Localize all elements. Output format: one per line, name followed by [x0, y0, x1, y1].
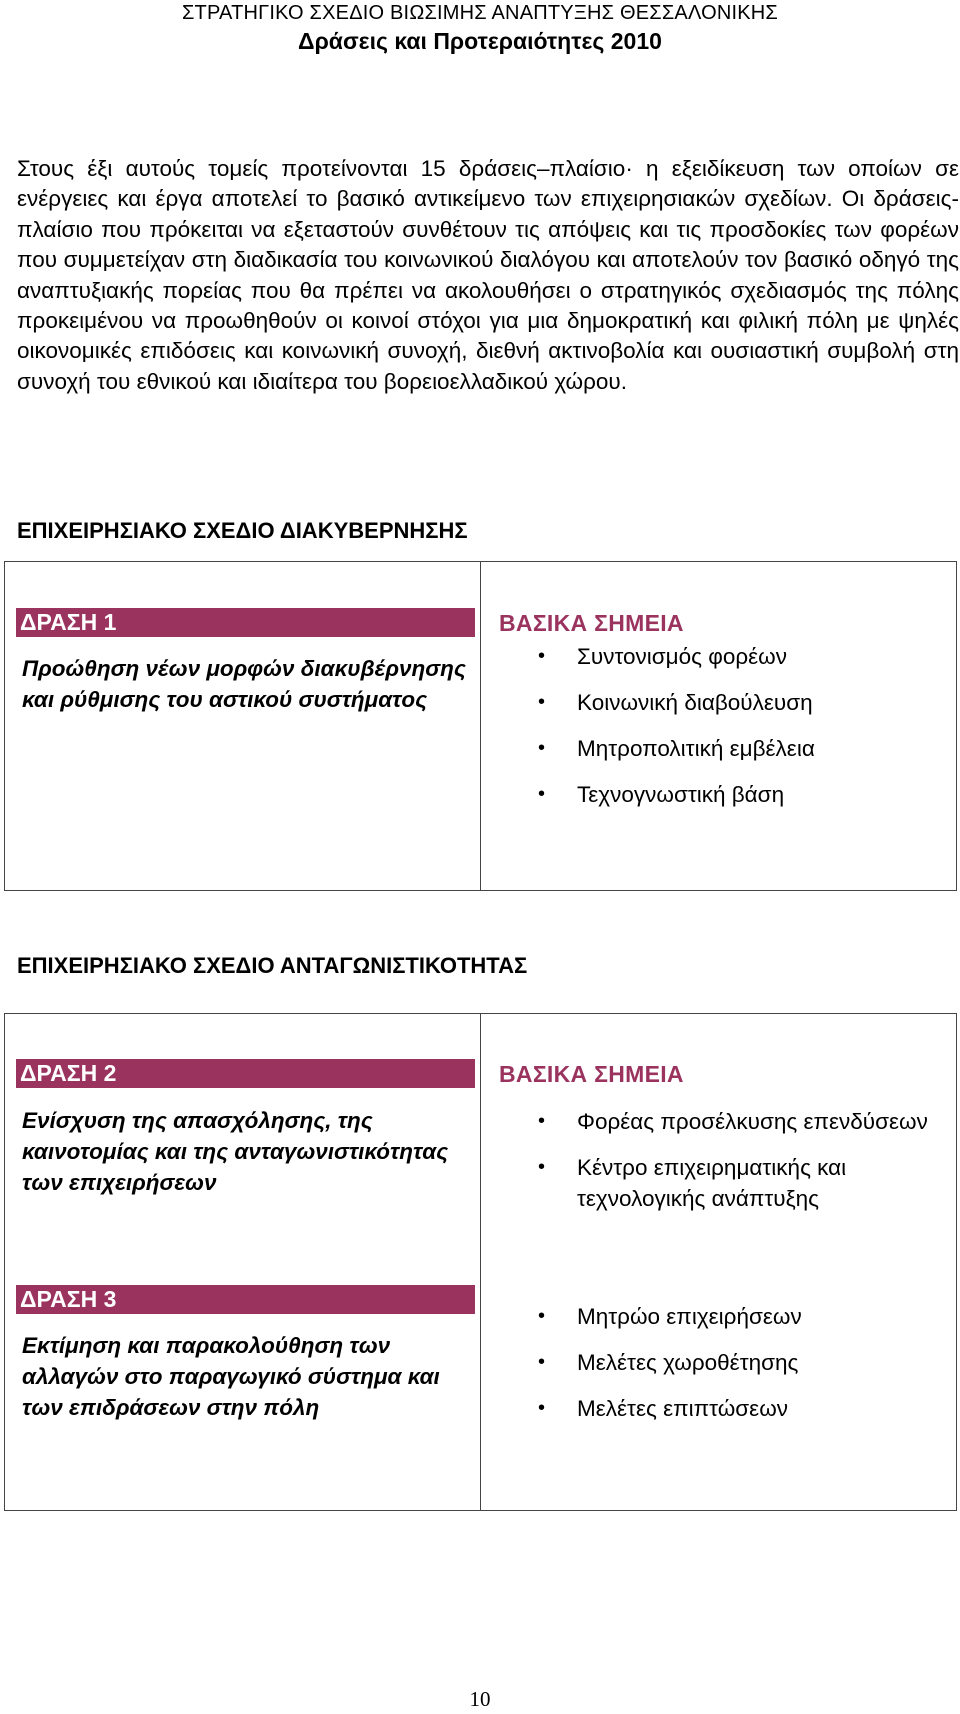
- list-item: • Φορέας προσέλκυσης επενδύσεων: [499, 1106, 939, 1137]
- page-number: 10: [469, 1687, 491, 1711]
- action-1-label: ΔΡΑΣΗ 1: [16, 608, 475, 637]
- list-item: • Μελέτες επιπτώσεων: [499, 1393, 939, 1424]
- list-item: • Κέντρο επιχειρηματικής και τεχνολογικής ανάπτυξης: [499, 1152, 939, 1214]
- intro-paragraph: Στους έξι αυτούς τομείς προτείνονται 15 δράσεις–πλαίσιο· η εξειδίκευση των οποίων σε ενέργειες και έργα αποτελεί το βασικό αντικείμενο των επιχειρησιακών σχεδίων. Οι δράσεις-πλαίσιο που πρόκειται να εξεταστούν συνθέτουν τις απόψεις και τις προσδοκίες των φορέων που συμμετείχαν στη διαδικασία του κοινωνικού διαλόγου και αποτελούν τον βασικό οδηγό της αναπτυξιακής πορείας που θα πρέπει να ακολουθήσει ο στρατηγικός σχεδιασμός της πόλης προκειμένου να προωθηθούν οι κοινοί στόχοι για μια δημοκρατική και φιλική πόλη με ψηλές οικονομικές επιδόσεις και κοινωνική συνοχή, διεθνή ακτινοβολία και ουσιαστική συμβολή στη συνοχή του εθνικού και ιδιαίτερα του βορειοελλαδικού χώρου.: [17, 156, 959, 394]
- list-item: • Μελέτες χωροθέτησης: [499, 1347, 939, 1378]
- action-2-key-points: [499, 1106, 939, 1214]
- section-title-governance: ΕΠΙΧΕΙΡΗΣΙΑΚΟ ΣΧΕΔΙΟ ΔΙΑΚΥΒΕΡΝΗΣΗΣ: [17, 518, 468, 543]
- governance-action-table: [4, 561, 957, 891]
- table-divider: [480, 562, 481, 890]
- table-divider: [480, 1014, 481, 1510]
- action-3-key-points: [499, 1301, 939, 1424]
- action-1-description: Προώθηση νέων μορφών διακυβέρνησης και ρύθμισης του αστικού συστήματος: [22, 656, 466, 712]
- action-2-label: ΔΡΑΣΗ 2: [16, 1059, 475, 1088]
- list-item: • Κοινωνική διαβούλευση: [499, 687, 939, 718]
- action-3-label: ΔΡΑΣΗ 3: [16, 1285, 475, 1314]
- competitiveness-action-table: [4, 1013, 957, 1511]
- section-title-competitiveness: ΕΠΙΧΕΙΡΗΣΙΑΚΟ ΣΧΕΔΙΟ ΑΝΤΑΓΩΝΙΣΤΙΚΟΤΗΤΑΣ: [17, 953, 528, 978]
- list-item: • Μητροπολιτική εμβέλεια: [499, 733, 939, 764]
- action-1-key-points: [499, 641, 939, 810]
- page-header-subtitle: Δράσεις και Προτεραιότητες 2010: [298, 28, 662, 54]
- list-item: • Συντονισμός φορέων: [499, 641, 939, 672]
- key-points-title: ΒΑΣΙΚΑ ΣΗΜΕΙΑ: [499, 610, 684, 636]
- list-item: • Τεχνογνωστική βάση: [499, 779, 939, 810]
- page-header-title: ΣΤΡΑΤΗΓΙΚΟ ΣΧΕΔΙΟ ΒΙΩΣΙΜΗΣ ΑΝΑΠΤΥΞΗΣ ΘΕΣΣΑΛΟΝΙΚΗΣ: [181, 2, 778, 24]
- action-3-description: Εκτίμηση και παρακολούθηση των αλλαγών στο παραγωγικό σύστημα και των επιδράσεων στην πόλη: [22, 1333, 440, 1420]
- key-points-title: ΒΑΣΙΚΑ ΣΗΜΕΙΑ: [499, 1061, 684, 1087]
- list-item: • Μητρώο επιχειρήσεων: [499, 1301, 939, 1332]
- action-2-description: Ενίσχυση της απασχόλησης, της καινοτομίας και της ανταγωνιστικότητας των επιχειρήσεων: [22, 1108, 449, 1195]
